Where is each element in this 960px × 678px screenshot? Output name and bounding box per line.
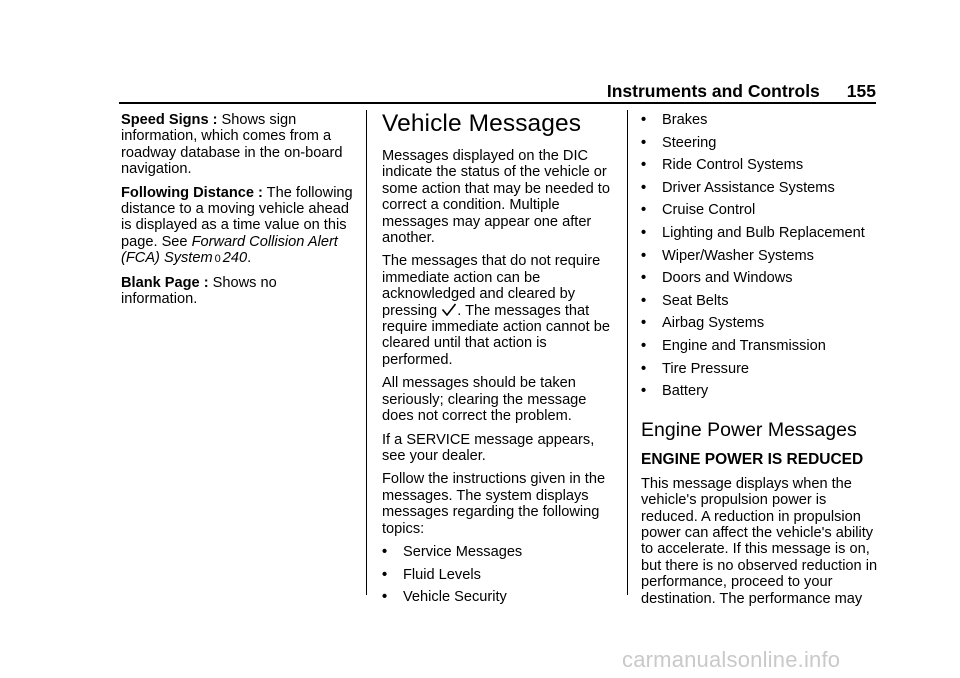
list-item (641, 112, 881, 135)
list-item (641, 135, 881, 158)
checkmark-icon (441, 303, 457, 317)
paragraph: Follow the instructions given in the messages. The system displays messages regarding the following topics: (382, 471, 606, 537)
engine-power-reduced-heading: ENGINE POWER IS REDUCED (641, 450, 864, 468)
entry-end: . (247, 250, 252, 267)
list-item (382, 567, 620, 590)
bullet: • (641, 360, 647, 377)
list-item (641, 202, 881, 225)
list-item (641, 225, 881, 248)
list-item-label: Doors and Windows (662, 270, 793, 287)
bullet: • (641, 112, 647, 128)
list-item-label: Seat Belts (662, 292, 729, 309)
bullet: • (641, 270, 647, 287)
bullet: • (641, 315, 647, 332)
list-item-label: Service Messages (403, 543, 523, 560)
paragraph: If a SERVICE message appears, see your dealer. (382, 431, 595, 464)
list-item-label: Lighting and Bulb Replacement (662, 224, 865, 241)
entry-text: Shows sign information, which comes from a roadway database in the on-board navigation. (121, 112, 343, 178)
bullet: • (641, 224, 647, 241)
engine-power-messages-heading: Engine Power Messages (641, 418, 857, 441)
column-divider (366, 110, 367, 595)
following-distance-entry (121, 185, 357, 268)
list-item-label: Airbag Systems (662, 315, 765, 332)
list-item (641, 315, 881, 338)
bullet: • (641, 247, 647, 264)
list-item (641, 270, 881, 293)
list-item (641, 248, 881, 271)
list-item-label: Driver Assistance Systems (662, 179, 835, 196)
bullet: • (382, 589, 388, 606)
bullet: • (641, 134, 647, 151)
topic-list (641, 112, 881, 406)
bullet: • (641, 202, 647, 219)
bullet: • (641, 157, 647, 174)
column-1 (121, 112, 357, 314)
entry-lead: Speed Signs : (121, 112, 218, 128)
bullet: • (382, 543, 388, 560)
bullet: • (641, 179, 647, 196)
paragraph-text: . The messages that require immediate action cannot be cleared until that action is performed. (382, 302, 610, 368)
xref-arrow-icon: 0 (214, 253, 221, 266)
list-item-label: Ride Control Systems (662, 157, 804, 174)
list-item (641, 361, 881, 384)
topic-list (382, 544, 620, 612)
bullet: • (382, 566, 388, 583)
link-text: Forward Collision Alert (FCA) System (121, 233, 338, 267)
column-3 (641, 112, 881, 614)
list-item-label: Wiper/Washer Systems (662, 247, 814, 264)
list-item-label: Steering (662, 134, 717, 151)
column-divider (627, 110, 628, 595)
list-item (641, 157, 881, 180)
header-rule (119, 102, 876, 104)
list-item-label: Engine and Transmission (662, 337, 826, 354)
list-item-label: Brakes (662, 112, 708, 128)
list-item-label: Vehicle Security (403, 589, 507, 606)
list-item-label: Fluid Levels (403, 566, 481, 583)
entry-lead: Blank Page : (121, 274, 209, 291)
list-item (641, 338, 881, 361)
link-page: 240 (222, 250, 248, 267)
entry-lead: Following Distance : (121, 184, 263, 201)
chapter-title: Instruments and Controls (606, 81, 820, 101)
entry-text: The following distance to a moving vehicle ahead is displayed as a time value on this page. See (121, 184, 353, 250)
list-item-label: Battery (662, 383, 709, 400)
paragraph (382, 253, 620, 368)
watermark: carmanualsonline.info (622, 647, 841, 672)
paragraph: Messages displayed on the DIC indicate the status of the vehicle or some action that may be needed to correct a condition. Multiple messages may appear one after another. (382, 148, 610, 247)
vehicle-messages-heading: Vehicle Messages (382, 110, 582, 137)
paragraph-text: The messages that do not require immediate action can be acknowledged and cleared by pressing (382, 253, 601, 319)
entry-text: Shows no information. (121, 274, 277, 308)
page-header (600, 81, 876, 103)
list-item (641, 383, 881, 406)
list-item (641, 180, 881, 203)
blank-page-entry (121, 275, 357, 308)
list-item-label: Cruise Control (662, 202, 756, 219)
bullet: • (641, 383, 647, 400)
column-2 (382, 110, 620, 612)
paragraph: All messages should be taken seriously; clearing the message does not correct the problem. (382, 375, 587, 425)
bullet: • (641, 292, 647, 309)
list-item (382, 544, 620, 567)
speed-signs-entry (121, 112, 357, 178)
list-item-label: Tire Pressure (662, 360, 750, 377)
paragraph: This message displays when the vehicle's propulsion power is reduced. A reduction in propulsion power can affect the vehicle's ability to accelerate. If this message is on, but there is no observed reduction in performance, proceed to your destination. The performance may (641, 475, 878, 607)
list-item (641, 293, 881, 316)
page-number: 155 (846, 81, 876, 101)
bullet: • (641, 337, 647, 354)
list-item (382, 589, 620, 612)
